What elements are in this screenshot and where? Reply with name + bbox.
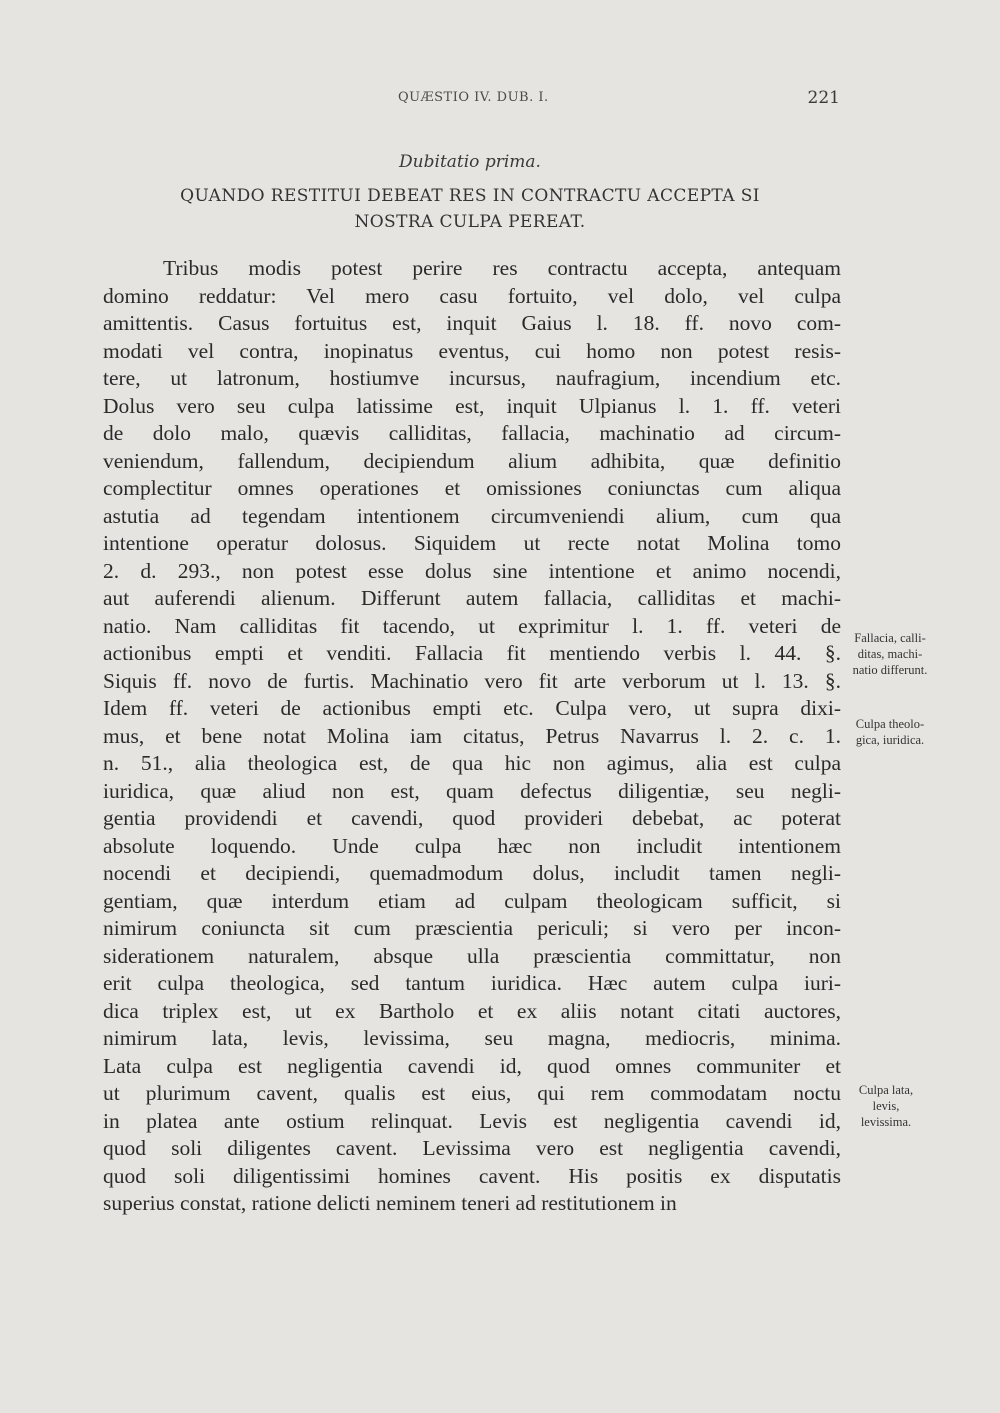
section-subtitle: Dubitatio prima. bbox=[399, 152, 541, 172]
text-line: nocendi et decipiendi, quemadmodum dolus, includit tamen negli- bbox=[103, 861, 841, 885]
text-line: nimirum lata, levis, levissima, seu magna, mediocris, minima. bbox=[103, 1026, 841, 1050]
text-line: n. 51., alia theologica est, de qua hic non agimus, alia est culpa bbox=[103, 751, 841, 775]
text-line: siderationem naturalem, absque ulla præscientia committatur, non bbox=[103, 943, 841, 968]
running-title: QUÆSTIO IV. DUB. I. bbox=[398, 90, 549, 105]
text-line: erit culpa theologica, sed tantum iuridica. Hæc autem culpa iuri- bbox=[103, 971, 841, 995]
section-title bbox=[120, 183, 820, 235]
text-line: intentione operatur dolosus. Siquidem ut recte notat Molina tomo bbox=[103, 531, 841, 555]
text-line: mus, et bene notat Molina iam citatus, Petrus Navarrus l. 2. c. 1. bbox=[103, 723, 841, 748]
margin-note-line: ditas, machi- bbox=[857, 647, 923, 661]
section-title-line-2: NOSTRA CULPA PEREAT. bbox=[354, 212, 586, 232]
margin-note-culpa-theologica bbox=[830, 716, 950, 748]
text-line: ut plurimum cavent, qualis est eius, qui rem commodatam noctu bbox=[103, 1081, 841, 1105]
margin-note-line: Culpa lata, bbox=[858, 1083, 914, 1097]
margin-note-line: levissima. bbox=[860, 1115, 912, 1129]
text-line: quod soli diligentissimi homines cavent. His positis ex disputatis bbox=[103, 1163, 841, 1188]
text-line: amittentis. Casus fortuitus est, inquit Gaius l. 18. ff. novo com- bbox=[103, 311, 841, 335]
text-line: actionibus empti et venditi. Fallacia fit mentiendo verbis l. 44. §. bbox=[103, 641, 841, 665]
text-line: Idem ff. veteri de actionibus empti etc. Culpa vero, ut supra dixi- bbox=[103, 696, 841, 720]
section-title-line-1: QUANDO RESTITUI DEBEAT RES IN CONTRACTU ACCEPTA SI bbox=[180, 186, 760, 206]
text-line: natio. Nam calliditas fit tacendo, ut exprimitur l. 1. ff. veteri de bbox=[103, 613, 841, 638]
margin-note-line: levis, bbox=[872, 1099, 900, 1113]
text-line: Lata culpa est negligentia cavendi id, quod omnes communiter et bbox=[103, 1053, 841, 1078]
text-line: nimirum coniuncta sit cum præscientia periculi; si vero per incon- bbox=[103, 916, 841, 940]
text-line: iuridica, quæ aliud non est, quam defectus diligentiæ, seu negli- bbox=[103, 778, 841, 803]
text-line: Dolus vero seu culpa latissime est, inquit Ulpianus l. 1. ff. veteri bbox=[103, 393, 841, 418]
text-line: complectitur omnes operationes et omissiones coniunctas cum aliqua bbox=[103, 476, 841, 500]
text-line: aut auferendi alienum. Differunt autem fallacia, calliditas et machi- bbox=[103, 586, 841, 610]
text-line: Siquis ff. novo de furtis. Machinatio vero fit arte verborum ut l. 13. §. bbox=[103, 668, 841, 693]
margin-note-line: gica, iuridica. bbox=[855, 733, 925, 747]
text-line: 2. d. 293., non potest esse dolus sine intentione et animo nocendi, bbox=[103, 558, 841, 583]
margin-note-line: Culpa theolo- bbox=[855, 717, 925, 731]
text-line: absolute loquendo. Unde culpa hæc non includit intentionem bbox=[103, 833, 841, 858]
text-line: veniendum, fallendum, decipiendum alium adhibita, quæ definitio bbox=[103, 448, 841, 473]
text-line: tere, ut latronum, hostiumve incursus, naufragium, incendium etc. bbox=[103, 366, 841, 390]
text-line: Tribus modis potest perire res contractu accepta, antequam bbox=[163, 256, 841, 280]
text-line: modati vel contra, inopinatus eventus, cui homo non potest resis- bbox=[103, 338, 841, 363]
text-line: quod soli diligentes cavent. Levissima vero est negligentia cavendi, bbox=[103, 1136, 841, 1160]
text-line: gentiam, quæ interdum etiam ad culpam theologicam sufficit, si bbox=[103, 888, 841, 913]
body-text bbox=[103, 255, 841, 1218]
text-line: in platea ante ostium relinquat. Levis est negligentia cavendi id, bbox=[103, 1108, 841, 1133]
text-line: domino reddatur: Vel mero casu fortuito, vel dolo, vel culpa bbox=[103, 283, 841, 308]
margin-note-line: Fallacia, calli- bbox=[854, 631, 926, 645]
text-line: dica triplex est, ut ex Bartholo et ex aliis notant citati auctores, bbox=[103, 998, 841, 1023]
text-line: astutia ad tegendam intentionem circumveniendi alium, cum qua bbox=[103, 503, 841, 528]
text-line: de dolo malo, quævis calliditas, fallacia, machinatio ad circum- bbox=[103, 421, 841, 445]
running-head bbox=[100, 88, 840, 112]
text-line: gentia providendi et cavendi, quod provideri debebat, ac poterat bbox=[103, 806, 841, 830]
page-number: 221 bbox=[807, 88, 840, 108]
margin-note-line: natio differunt. bbox=[852, 663, 928, 677]
margin-note-fallacia bbox=[830, 630, 950, 678]
margin-note-culpa-lata bbox=[826, 1082, 946, 1130]
text-line: superius constat, ratione delicti neminem teneri ad restitutionem in bbox=[103, 1191, 677, 1215]
